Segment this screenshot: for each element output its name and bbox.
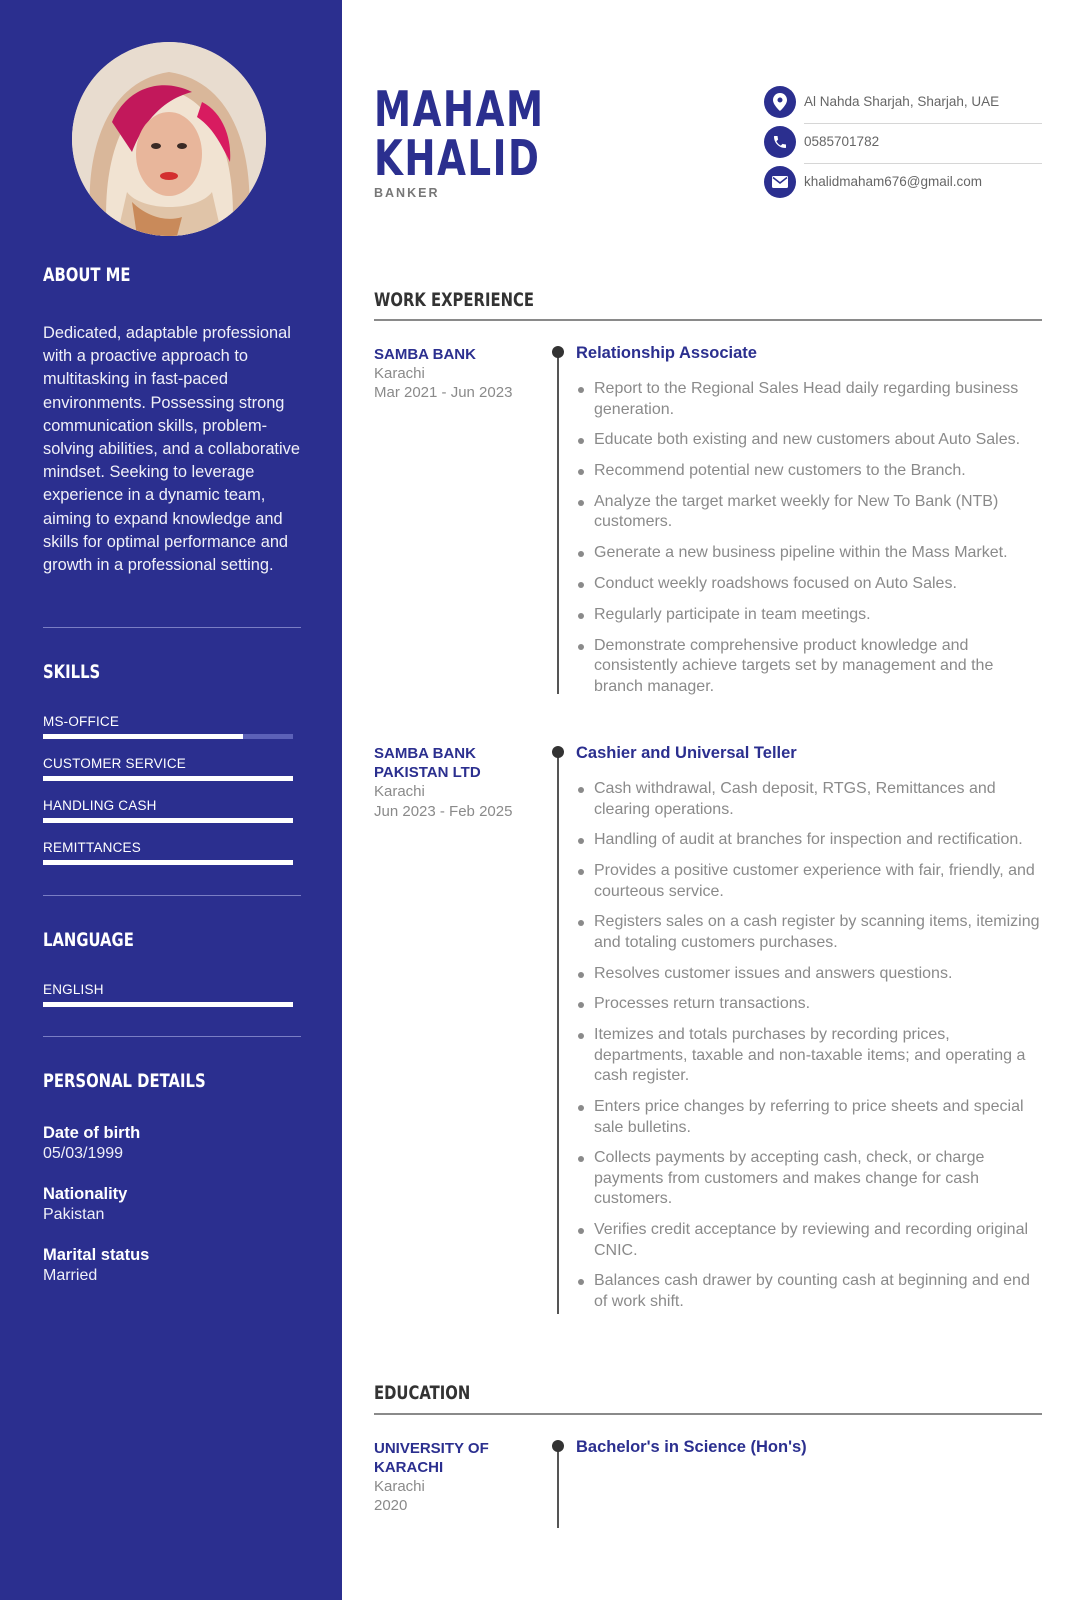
- school-location: Karachi: [374, 1478, 425, 1495]
- timeline-line: [557, 1446, 559, 1528]
- profile-photo: [72, 42, 266, 236]
- list-item: Generate a new business pipeline within the Mass Market.: [576, 543, 1044, 564]
- about-text: Dedicated, adaptable professional with a proactive approach to multitasking in fast-paced environments. Possessing strong communication skills, problem-solving abilities, and a collaborative mindset. Seeking to leverage experience in a dynamic team, aiming to expand knowledge and skills for optimal performance and growth in a professional setting.: [43, 324, 300, 575]
- marital-value: Married: [43, 1267, 98, 1284]
- location-pin-icon: [764, 86, 796, 118]
- work-title: WORK EXPERIENCE: [374, 289, 534, 311]
- phone-icon: [764, 126, 796, 158]
- timeline-dot: [552, 746, 564, 758]
- skill-bar-fill: [43, 734, 243, 739]
- school-name: UNIVERSITY OF KARACHI: [374, 1440, 489, 1476]
- main-content: [342, 0, 1065, 1600]
- job-location: Karachi: [374, 783, 425, 800]
- job-title: Cashier and Universal Teller: [576, 744, 797, 762]
- last-name: KHALID: [374, 130, 541, 187]
- phone-text[interactable]: 0585701782: [804, 134, 880, 149]
- list-item: Collects payments by accepting cash, check, or charge payments from customers and makes change for cash customers.: [576, 1148, 1044, 1210]
- skill-bar-fill: [43, 776, 293, 781]
- about-title: ABOUT ME: [43, 264, 131, 286]
- timeline-line: [557, 352, 559, 694]
- list-item: Recommend potential new customers to the Branch.: [576, 461, 1044, 482]
- email-icon: [764, 166, 796, 198]
- language-bar: [43, 1002, 293, 1007]
- education-title: EDUCATION: [374, 1382, 471, 1404]
- list-item: Itemizes and totals purchases by recording prices, departments, taxable and non-taxable items; and operating a cash register.: [576, 1025, 1044, 1087]
- company-name: SAMBA BANK PAKISTAN LTD: [374, 745, 481, 781]
- skill-label: HANDLING CASH: [43, 798, 157, 813]
- skill-bar: [43, 734, 293, 739]
- address-text: Al Nahda Sharjah, Sharjah, UAE: [804, 94, 1000, 109]
- job-dates: Mar 2021 - Jun 2023: [374, 384, 513, 401]
- list-item: Registers sales on a cash register by scanning items, itemizing and totaling customers purchases.: [576, 912, 1044, 953]
- language-title: LANGUAGE: [43, 929, 134, 951]
- nationality-value: Pakistan: [43, 1206, 105, 1223]
- divider: [374, 1413, 1042, 1415]
- list-item: Verifies credit acceptance by reviewing and recording original CNIC.: [576, 1220, 1044, 1261]
- divider: [43, 627, 301, 628]
- skill-bar: [43, 818, 293, 823]
- skill-bar-fill: [43, 860, 293, 865]
- divider: [804, 123, 1042, 124]
- list-item: Demonstrate comprehensive product knowledge and consistently achieve targets set by management and the branch manager.: [576, 636, 1044, 697]
- skill-bar: [43, 776, 293, 781]
- language-label: ENGLISH: [43, 982, 104, 997]
- list-item: Resolves customer issues and answers questions.: [576, 964, 1044, 985]
- list-item: Processes return transactions.: [576, 994, 1044, 1015]
- skill-bar: [43, 860, 293, 865]
- nationality-label: Nationality: [43, 1185, 128, 1203]
- degree-title: Bachelor's in Science (Hon's): [576, 1438, 807, 1456]
- timeline-line: [557, 752, 559, 1314]
- list-item: Regularly participate in team meetings.: [576, 605, 1044, 626]
- company-name: SAMBA BANK: [374, 346, 476, 363]
- job-role: BANKER: [374, 186, 440, 200]
- job-title: Relationship Associate: [576, 344, 757, 362]
- contact-phone: [764, 126, 1042, 164]
- list-item: Report to the Regional Sales Head daily regarding business generation.: [576, 379, 1044, 420]
- contact-email: [764, 166, 1042, 204]
- dob-value: 05/03/1999: [43, 1145, 124, 1162]
- dob-label: Date of birth: [43, 1124, 141, 1142]
- sidebar: [0, 0, 342, 1600]
- email-text[interactable]: khalidmaham676@gmail.com: [804, 174, 983, 189]
- marital-label: Marital status: [43, 1246, 150, 1264]
- timeline-dot: [552, 346, 564, 358]
- language-bar-fill: [43, 1002, 293, 1007]
- divider: [374, 319, 1042, 321]
- job-dates: Jun 2023 - Feb 2025: [374, 803, 513, 820]
- job-duties: [576, 779, 1044, 1323]
- list-item: Cash withdrawal, Cash deposit, RTGS, Remittances and clearing operations.: [576, 779, 1044, 820]
- list-item: Provides a positive customer experience with fair, friendly, and courteous service.: [576, 861, 1044, 902]
- skill-label: MS-OFFICE: [43, 714, 120, 729]
- graduation-year: 2020: [374, 1497, 408, 1514]
- skill-label: CUSTOMER SERVICE: [43, 756, 186, 771]
- list-item: Analyze the target market weekly for New To Bank (NTB) customers.: [576, 492, 1044, 533]
- personal-title: PERSONAL DETAILS: [43, 1070, 206, 1092]
- list-item: Enters price changes by referring to price sheets and special sale bulletins.: [576, 1097, 1044, 1138]
- job-location: Karachi: [374, 365, 425, 382]
- divider: [804, 163, 1042, 164]
- first-name: MAHAM: [374, 81, 545, 138]
- skill-bar-fill: [43, 818, 293, 823]
- timeline-dot: [552, 1440, 564, 1452]
- divider: [43, 895, 301, 896]
- contact-address: [764, 86, 1042, 124]
- skills-title: SKILLS: [43, 661, 101, 683]
- list-item: Conduct weekly roadshows focused on Auto Sales.: [576, 574, 1044, 595]
- job-duties: [576, 379, 1044, 697]
- skill-label: REMITTANCES: [43, 840, 141, 855]
- list-item: Handling of audit at branches for inspection and rectification.: [576, 830, 1044, 851]
- list-item: Educate both existing and new customers about Auto Sales.: [576, 430, 1044, 451]
- divider: [43, 1036, 301, 1037]
- list-item: Balances cash drawer by counting cash at beginning and end of work shift.: [576, 1271, 1044, 1312]
